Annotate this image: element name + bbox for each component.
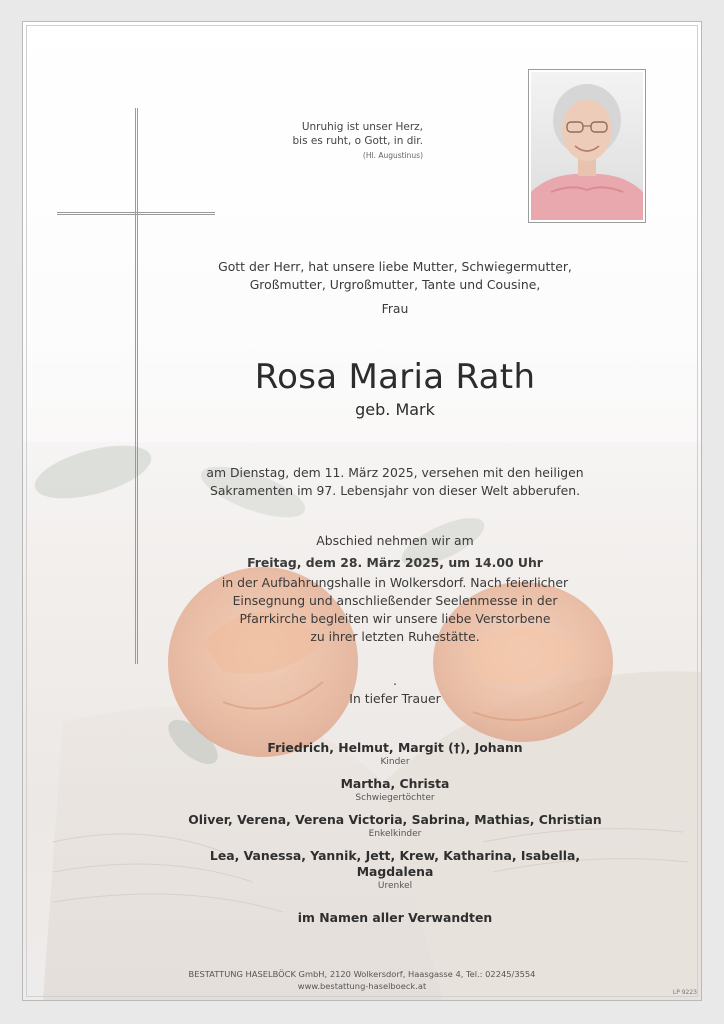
mourning-block bbox=[173, 672, 617, 708]
mourning-dot: . bbox=[393, 673, 397, 688]
family-group bbox=[173, 740, 617, 768]
mourning-heading: In tiefer Trauer bbox=[349, 691, 441, 706]
birth-name: geb. Mark bbox=[355, 400, 435, 419]
closing-line: im Namen aller Verwandten bbox=[297, 910, 493, 925]
portrait-photo bbox=[528, 69, 646, 223]
verse-source: (Hl. Augustinus) bbox=[362, 151, 423, 160]
salutation: Frau bbox=[381, 301, 409, 316]
family-names: Oliver, Verena, Verena Victoria, Sabrina, Mathias, Christian bbox=[188, 812, 602, 827]
farewell-line-3: Pfarrkirche begleiten wir unsere liebe Verstorbene bbox=[239, 611, 551, 626]
verse-block bbox=[253, 120, 423, 163]
family-group bbox=[173, 848, 617, 892]
death-notice bbox=[173, 464, 617, 500]
family-relation: Schwiegertöchter bbox=[355, 793, 435, 803]
family-names: Lea, Vanessa, Yannik, Jett, Krew, Katharina, Isabella, Magdalena bbox=[209, 848, 581, 879]
farewell-line-4: zu ihrer letzten Ruhestätte. bbox=[310, 629, 480, 644]
farewell-heading: Abschied nehmen wir am bbox=[316, 533, 474, 548]
footer-address: BESTATTUNG HASELBÖCK GmbH, 2120 Wolkersdorf, Haasgasse 4, Tel.: 02245/3554 bbox=[188, 969, 536, 979]
verse-line-1: Unruhig ist unser Herz, bbox=[301, 121, 423, 133]
farewell-block bbox=[173, 532, 617, 646]
cross-icon-bar bbox=[57, 212, 215, 215]
footer bbox=[123, 968, 601, 992]
farewell-line-2: Einsegnung und anschließender Seelenmesse in der bbox=[232, 593, 558, 608]
family-group bbox=[173, 776, 617, 804]
family-names: Martha, Christa bbox=[340, 776, 450, 791]
family-names: Friedrich, Helmut, Margit (†), Johann bbox=[267, 740, 523, 755]
farewell-line-1: in der Aufbahrungshalle in Wolkersdorf. Nach feierlicher bbox=[221, 575, 569, 590]
family-relation: Kinder bbox=[380, 757, 410, 767]
family-relation: Urenkel bbox=[377, 881, 413, 891]
death-line-1: am Dienstag, dem 11. März 2025, versehen mit den heiligen bbox=[206, 465, 584, 480]
cross-icon bbox=[135, 108, 138, 664]
footer-website: www.bestattung-haselboeck.at bbox=[297, 981, 427, 991]
family-group bbox=[173, 812, 617, 840]
deceased-name: Rosa Maria Rath bbox=[254, 357, 536, 397]
verse-line-2: bis es ruht, o Gott, in dir. bbox=[292, 135, 423, 147]
obituary-sheet bbox=[22, 21, 702, 1001]
family-list bbox=[173, 740, 617, 892]
intro-line-1: Gott der Herr, hat unsere liebe Mutter, Schwiegermutter, bbox=[218, 259, 572, 274]
intro-block bbox=[173, 258, 617, 318]
family-relation: Enkelkinder bbox=[368, 829, 422, 839]
farewell-date: Freitag, dem 28. März 2025, um 14.00 Uhr bbox=[247, 555, 543, 570]
intro-line-2: Großmutter, Urgroßmutter, Tante und Cousine, bbox=[249, 277, 541, 292]
death-line-2: Sakramenten im 97. Lebensjahr von dieser Welt abberufen. bbox=[209, 483, 581, 498]
print-code: LP 9223 bbox=[672, 989, 697, 996]
